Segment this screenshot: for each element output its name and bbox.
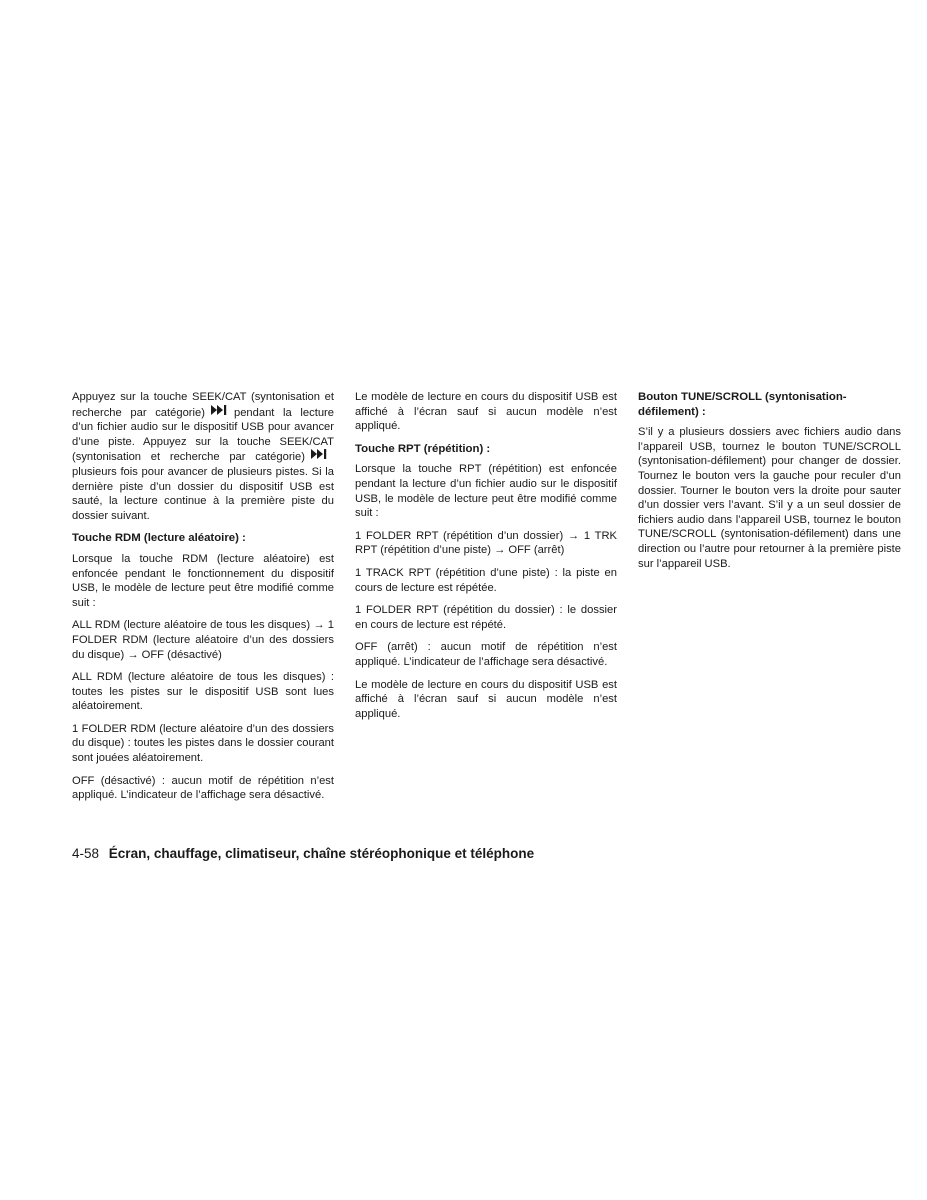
seek-text-c: plusieurs fois pour avancer de plusieurs pistes. Si la dernière piste d’un dossier du dispositif USB est sauté, la lecture continue à la première piste du dossier suivant. (72, 465, 334, 522)
paragraph-rdm-intro: Lorsque la touche RDM (lecture aléatoire) est enfoncée pendant le fonctionnement du dispositif USB, le modèle de lecture peut être modifié comme suit : (72, 552, 334, 609)
skip-forward-icon (309, 449, 331, 459)
page-footer (72, 846, 534, 861)
paragraph-rpt-off: OFF (arrêt) : aucun motif de répétition n’est appliqué. L’indicateur de l’affichage sera désactivé. (355, 641, 617, 668)
paragraph-seek (72, 390, 334, 523)
paragraph-track-rpt: 1 TRACK RPT (répétition d’une piste) : la piste en cours de lecture est répétée. (355, 566, 617, 594)
heading-rpt: Touche RPT (répétition) : (355, 442, 491, 455)
seek-text-a: Appuyez sur la touche SEEK/CAT (syntonisation et recherche par catégorie) (72, 391, 334, 419)
paragraph-all-rdm: ALL RDM (lecture aléatoire de tous les disques) : toutes les pistes sur le dispositif USB sont lues aléatoirement. (72, 671, 334, 713)
paragraph-folder-rpt: 1 FOLDER RPT (répétition du dossier) : le dossier en cours de lecture est répété. (355, 604, 617, 631)
paragraph-rpt-intro: Lorsque la touche RPT (répétition) est enfoncée pendant la lecture d’un fichier audio sur le dispositif USB, le modèle de lecture peut être modifié comme suit : (355, 463, 617, 520)
paragraph-rpt-sequence: 1 FOLDER RPT (répétition d’un dossier) → 1 TRK RPT (répétition d’une piste) → OFF (arrêt) (355, 529, 617, 557)
column-middle (355, 390, 617, 729)
skip-forward-icon (209, 405, 231, 415)
heading-tune-scroll: Bouton TUNE/SCROLL (syntonisation-défilement) : (638, 391, 847, 418)
paragraph-rdm-off: OFF (désactivé) : aucun motif de répétition n’est appliqué. L’indicateur de l’affichage sera désactivé. (72, 774, 334, 802)
paragraph-rdm-sequence: ALL RDM (lecture aléatoire de tous les disques) → 1 FOLDER RDM (lecture aléatoire d’un des dossiers du disque) → OFF (désactivé) (72, 619, 334, 661)
paragraph-folder-rdm: 1 FOLDER RDM (lecture aléatoire d’un des dossiers du disque) : toutes les pistes dans le dossier courant sont jouées aléatoirement. (72, 722, 334, 765)
seek-text-b: pendant la lecture d’un fichier audio sur le dispositif USB pour avancer d’une piste. Appuyez sur la touche SEEK/CAT (syntonisation et recherche par catégorie) (72, 406, 334, 464)
page-number: 4-58 (72, 846, 100, 861)
paragraph-rpt-display: Le modèle de lecture en cours du dispositif USB est affiché à l’écran sauf si aucun modèle n’est appliqué. (355, 678, 617, 720)
column-right (638, 390, 901, 579)
paragraph-playback-display: Le modèle de lecture en cours du dispositif USB est affiché à l’écran sauf si aucun modèle n’est appliqué. (355, 391, 617, 433)
heading-rdm: Touche RDM (lecture aléatoire) : (72, 532, 246, 545)
column-left (72, 390, 334, 811)
paragraph-tune-scroll: S’il y a plusieurs dossiers avec fichiers audio dans l’appareil USB, tournez le bouton TUNE/SCROLL (syntonisation-défilement) pour changer de dossier. Tournez le bouton vers la gauche pour reculer d’un dossier. Tourner le bouton vers la droite pour sauter d’un dossier vers l’avant. S’il y a un seul dossier de fichiers audio dans l’appareil USB, tournez le bouton TUNE/SCROLL (syntonisation-défilement) dans une direction ou l’autre pour retourner à la première piste sur l’appareil USB. (638, 426, 901, 570)
chapter-title: Écran, chauffage, climatiseur, chaîne stéréophonique et téléphone (108, 846, 535, 861)
